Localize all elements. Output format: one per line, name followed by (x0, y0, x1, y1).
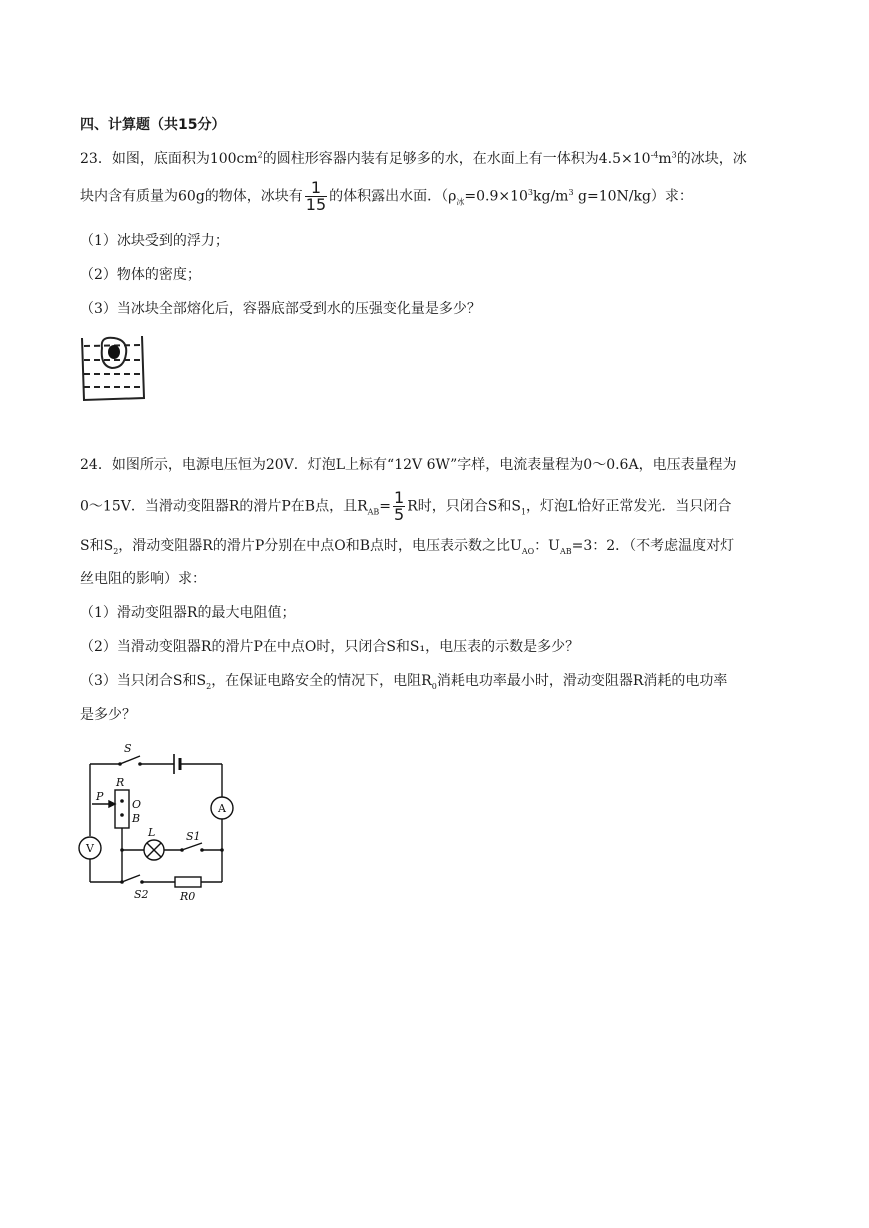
label-r0: R0 (180, 890, 196, 903)
q24-line-3: S和$S_2$，滑动变阻器R的滑片P分别在中点O和B点时，电压表示数之比$U_{AO}$：$U_{AB}=3$：2．（不考虑温度对灯 (80, 538, 735, 556)
section-title: 四、计算题（共15分） (80, 117, 226, 133)
fraction-1-5: $\frac{1}{5}$ (394, 488, 405, 524)
label-b: B (132, 812, 141, 825)
ammeter-label: A (218, 802, 226, 815)
q23-line-1: 23．如图，底面积为$100cm^2$的圆柱形容器内装有足够多的水，在水面上有一体积为$4.5\times 10^{-4}m^3$的冰块，冰 (80, 150, 747, 167)
label-p: P (96, 790, 104, 803)
q24-sub-3-cont: 是多少？ (80, 707, 136, 723)
q23-line-2: 块内含有质量为60g的物体，冰块有 $\frac{1}{15}$ 的体积露出水面．（$\rho_冰=0.9\times 10^3kg/m^3$ g=10N/kg）求： (80, 178, 693, 214)
q24-sub-1: （1）滑动变阻器R的最大电阻值； (80, 605, 296, 621)
q24-line-4: 丝电阻的影响）求： (80, 571, 206, 587)
q23-sub-1: （1）冰块受到的浮力； (80, 233, 229, 249)
q24-sub-3: （3）当只闭合S和$S_2$，在保证电路安全的情况下，电阻$R_0$消耗电功率最小时，滑动变阻器R消耗的电功率 (80, 673, 728, 691)
label-o: O (132, 798, 142, 811)
q24-sub-2: （2）当滑动变阻器R的滑片P在中点O时，只闭合S和S₁，电压表的示数是多少？ (80, 639, 580, 655)
voltmeter-label: V (86, 842, 94, 855)
label-s2: S2 (134, 888, 149, 901)
fraction-1-15: $\frac{1}{15}$ (305, 178, 327, 214)
label-s1: S1 (186, 830, 201, 843)
label-s: S (124, 742, 132, 755)
label-r: R (116, 776, 125, 789)
q24-line-1: 24．如图所示，电源电压恒为20V．灯泡L上标有“12V 6W”字样，电流表量程为0～0.6A，电压表量程为 (80, 457, 737, 473)
q24-line-2: 0～15V．当滑动变阻器R的滑片P在B点，且$R_{AB}=$ $\frac{1}{5}$ R时，只闭合S和$S_1$，灯泡L恰好正常发光．当只闭合 (80, 488, 732, 524)
q23-sub-3: （3）当冰块全部熔化后，容器底部受到水的压强变化量是多少？ (80, 301, 481, 317)
label-l: L (148, 826, 156, 839)
ice-container-figure (78, 332, 150, 404)
circuit-diagram (78, 740, 238, 906)
q23-sub-2: （2）物体的密度； (80, 267, 201, 283)
